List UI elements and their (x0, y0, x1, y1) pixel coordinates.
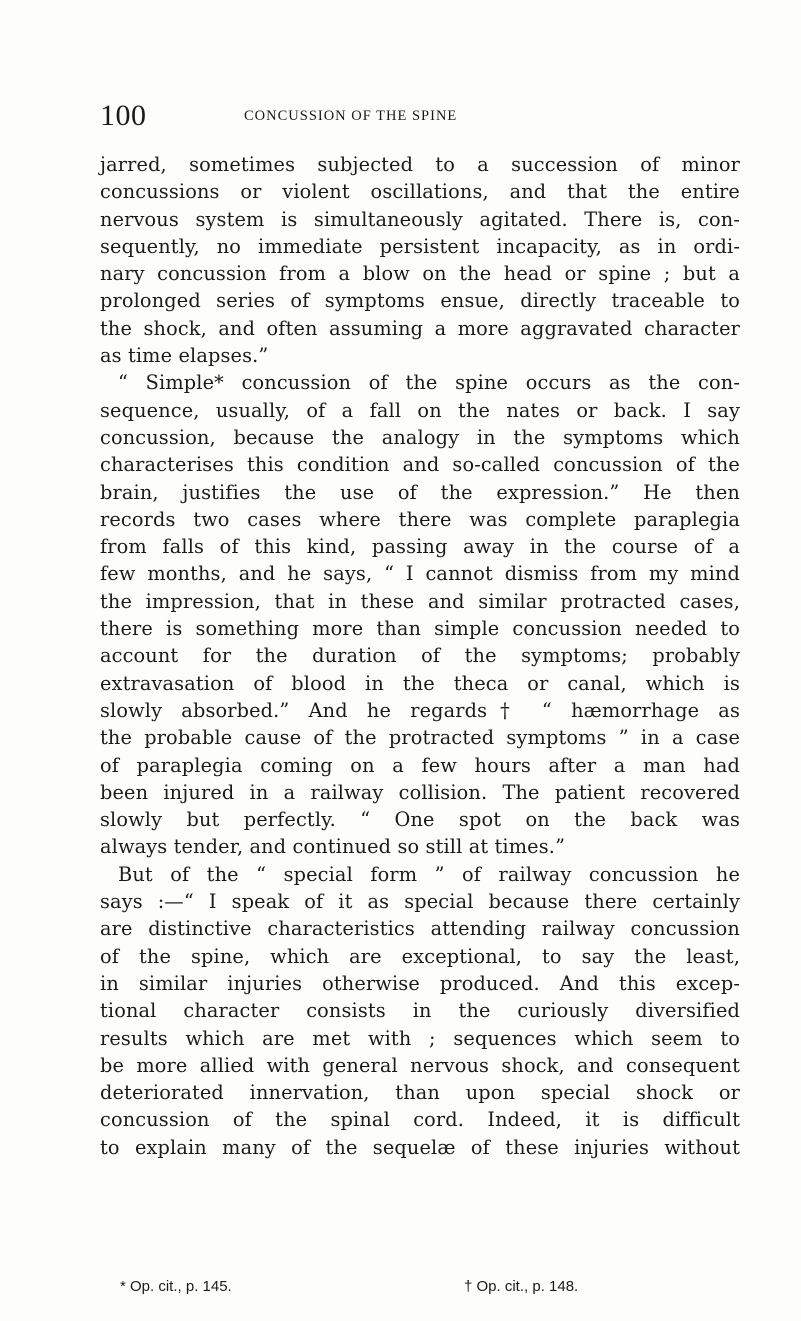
footnote-2: † Op. cit., p. 148. (464, 1278, 579, 1295)
text-line: nary concussion from a blow on the head or spine ; but a (100, 262, 740, 286)
text-line: concussion, because the analogy in the symptoms which (100, 425, 740, 449)
text-line: sequently, no immediate persistent incapacity, as in ordi- (100, 234, 740, 258)
text-line: records two cases where there was complete paraplegia (100, 507, 740, 531)
text-line: prolonged series of symptoms ensue, directly traceable to (100, 289, 740, 313)
text-line: extravasation of blood in the theca or canal, which is (100, 671, 740, 695)
text-line: are distinctive characteristics attending railway concussion (100, 917, 740, 941)
text-line: concussions or violent oscillations, and that the entire (100, 180, 740, 204)
text-line: in similar injuries otherwise produced. And this excep- (100, 971, 740, 995)
running-title: CONCUSSION OF THE SPINE (244, 108, 458, 124)
text-line: deteriorated innervation, than upon special shock or (100, 1081, 740, 1105)
text-line: of paraplegia coming on a few hours after a man had (100, 753, 740, 777)
text-line: always tender, and continued so still at times.” (100, 835, 566, 859)
footnote-1: * Op. cit., p. 145. (120, 1278, 232, 1295)
text-line: the impression, that in these and similar protracted cases, (100, 589, 740, 613)
text-line: says :—“ I speak of it as special because there certainly (100, 890, 740, 914)
text-line: “ Simple* concussion of the spine occurs as the con- (118, 371, 740, 395)
text-line: characterises this condition and so-called concussion of the (100, 453, 740, 477)
text-line: been injured in a railway collision. The patient recovered (100, 780, 740, 804)
text-line: slowly but perfectly. “ One spot on the back was (100, 808, 740, 832)
text-line: results which are met with ; sequences which seem to (100, 1026, 740, 1050)
body-text (100, 151, 740, 1161)
text-line: of the spine, which are exceptional, to say the least, (100, 944, 740, 968)
text-line: the shock, and often assuming a more aggravated character (100, 316, 740, 340)
page-header (100, 96, 740, 136)
text-line: few months, and he says, “ I cannot dismiss from my mind (100, 562, 740, 586)
text-line: slowly absorbed.” And he regards† “ hæmorrhage as (100, 698, 740, 722)
text-line: the probable cause of the protracted symptoms ” in a case (100, 726, 740, 750)
text-line: tional character consists in the curiously diversified (100, 999, 740, 1023)
text-line: brain, justifies the use of the expression.” He then (100, 480, 740, 504)
text-line: there is something more than simple concussion needed to (100, 617, 740, 641)
text-line: nervous system is simultaneously agitated. There is, con- (100, 207, 740, 231)
text-line: account for the duration of the symptoms; probably (100, 644, 740, 668)
page-number: 100 (100, 99, 147, 132)
text-line: But of the “ special form ” of railway concussion he (118, 862, 740, 886)
text-line: from falls of this kind, passing away in the course of a (100, 535, 740, 559)
text-line: as time elapses.” (100, 344, 269, 368)
footnotes (100, 1275, 740, 1299)
text-line: jarred, sometimes subjected to a succession of minor (100, 153, 740, 176)
text-line: be more allied with general nervous shock, and consequent (100, 1053, 740, 1077)
text-line: concussion of the spinal cord. Indeed, it is difficult (100, 1108, 740, 1132)
text-line: to explain many of the sequelæ of these injuries without (100, 1135, 740, 1159)
text-line: sequence, usually, of a fall on the nates or back. I say (100, 398, 740, 422)
